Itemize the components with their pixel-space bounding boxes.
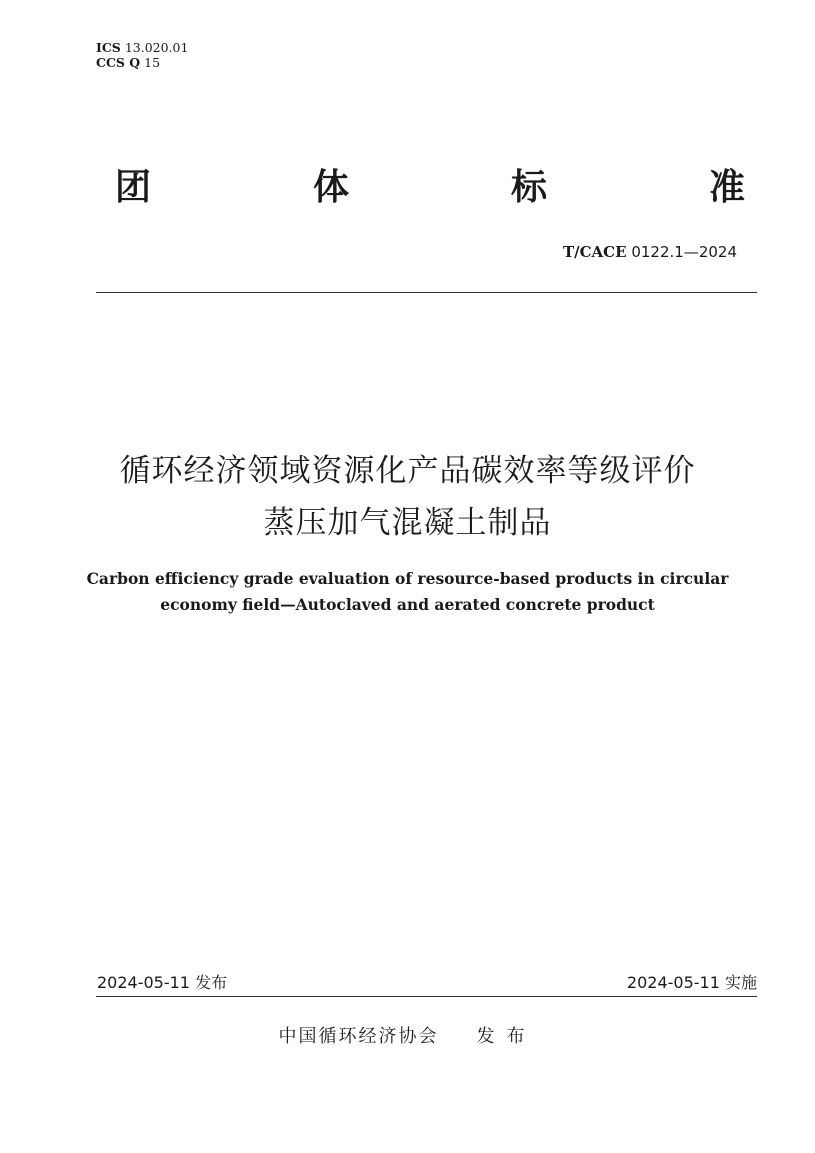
classification-codes (96, 40, 188, 70)
title-cn-line1: 循环经济领域资源化产品碳效率等级评价 (119, 453, 696, 489)
standard-type-char: 标 (510, 167, 547, 208)
ccs-label: CCS Q (96, 55, 141, 70)
standard-number-prefix: T/CACE (562, 243, 627, 261)
title-cn-line2: 蒸压加气混凝土制品 (263, 505, 552, 541)
header-divider (96, 292, 757, 293)
issuer-name: 中国循环经济协会 (278, 1026, 439, 1047)
issuer-action: 发布 (476, 1026, 537, 1047)
issuer-line (0, 1022, 815, 1048)
ics-label: ICS (96, 40, 121, 55)
title-en: Carbon efficiency grade evaluation of resource-based products in circular economy field—Autoclaved and aerated concrete product (86, 569, 729, 614)
standard-type-heading (110, 163, 750, 213)
ics-code: 13.020.01 (124, 40, 189, 55)
standard-type-char: 体 (312, 167, 349, 208)
implement-date: 2024-05-11 实施 (626, 973, 757, 992)
publish-date: 2024-05-11 发布 (97, 973, 228, 992)
ccs-code: 15 (144, 55, 161, 70)
footer-divider (96, 996, 757, 997)
standard-type-char: 团 (114, 167, 151, 208)
standard-number-value: 0122.1—2024 (631, 243, 737, 261)
standard-number (563, 243, 737, 261)
standard-type-char: 准 (708, 167, 745, 208)
